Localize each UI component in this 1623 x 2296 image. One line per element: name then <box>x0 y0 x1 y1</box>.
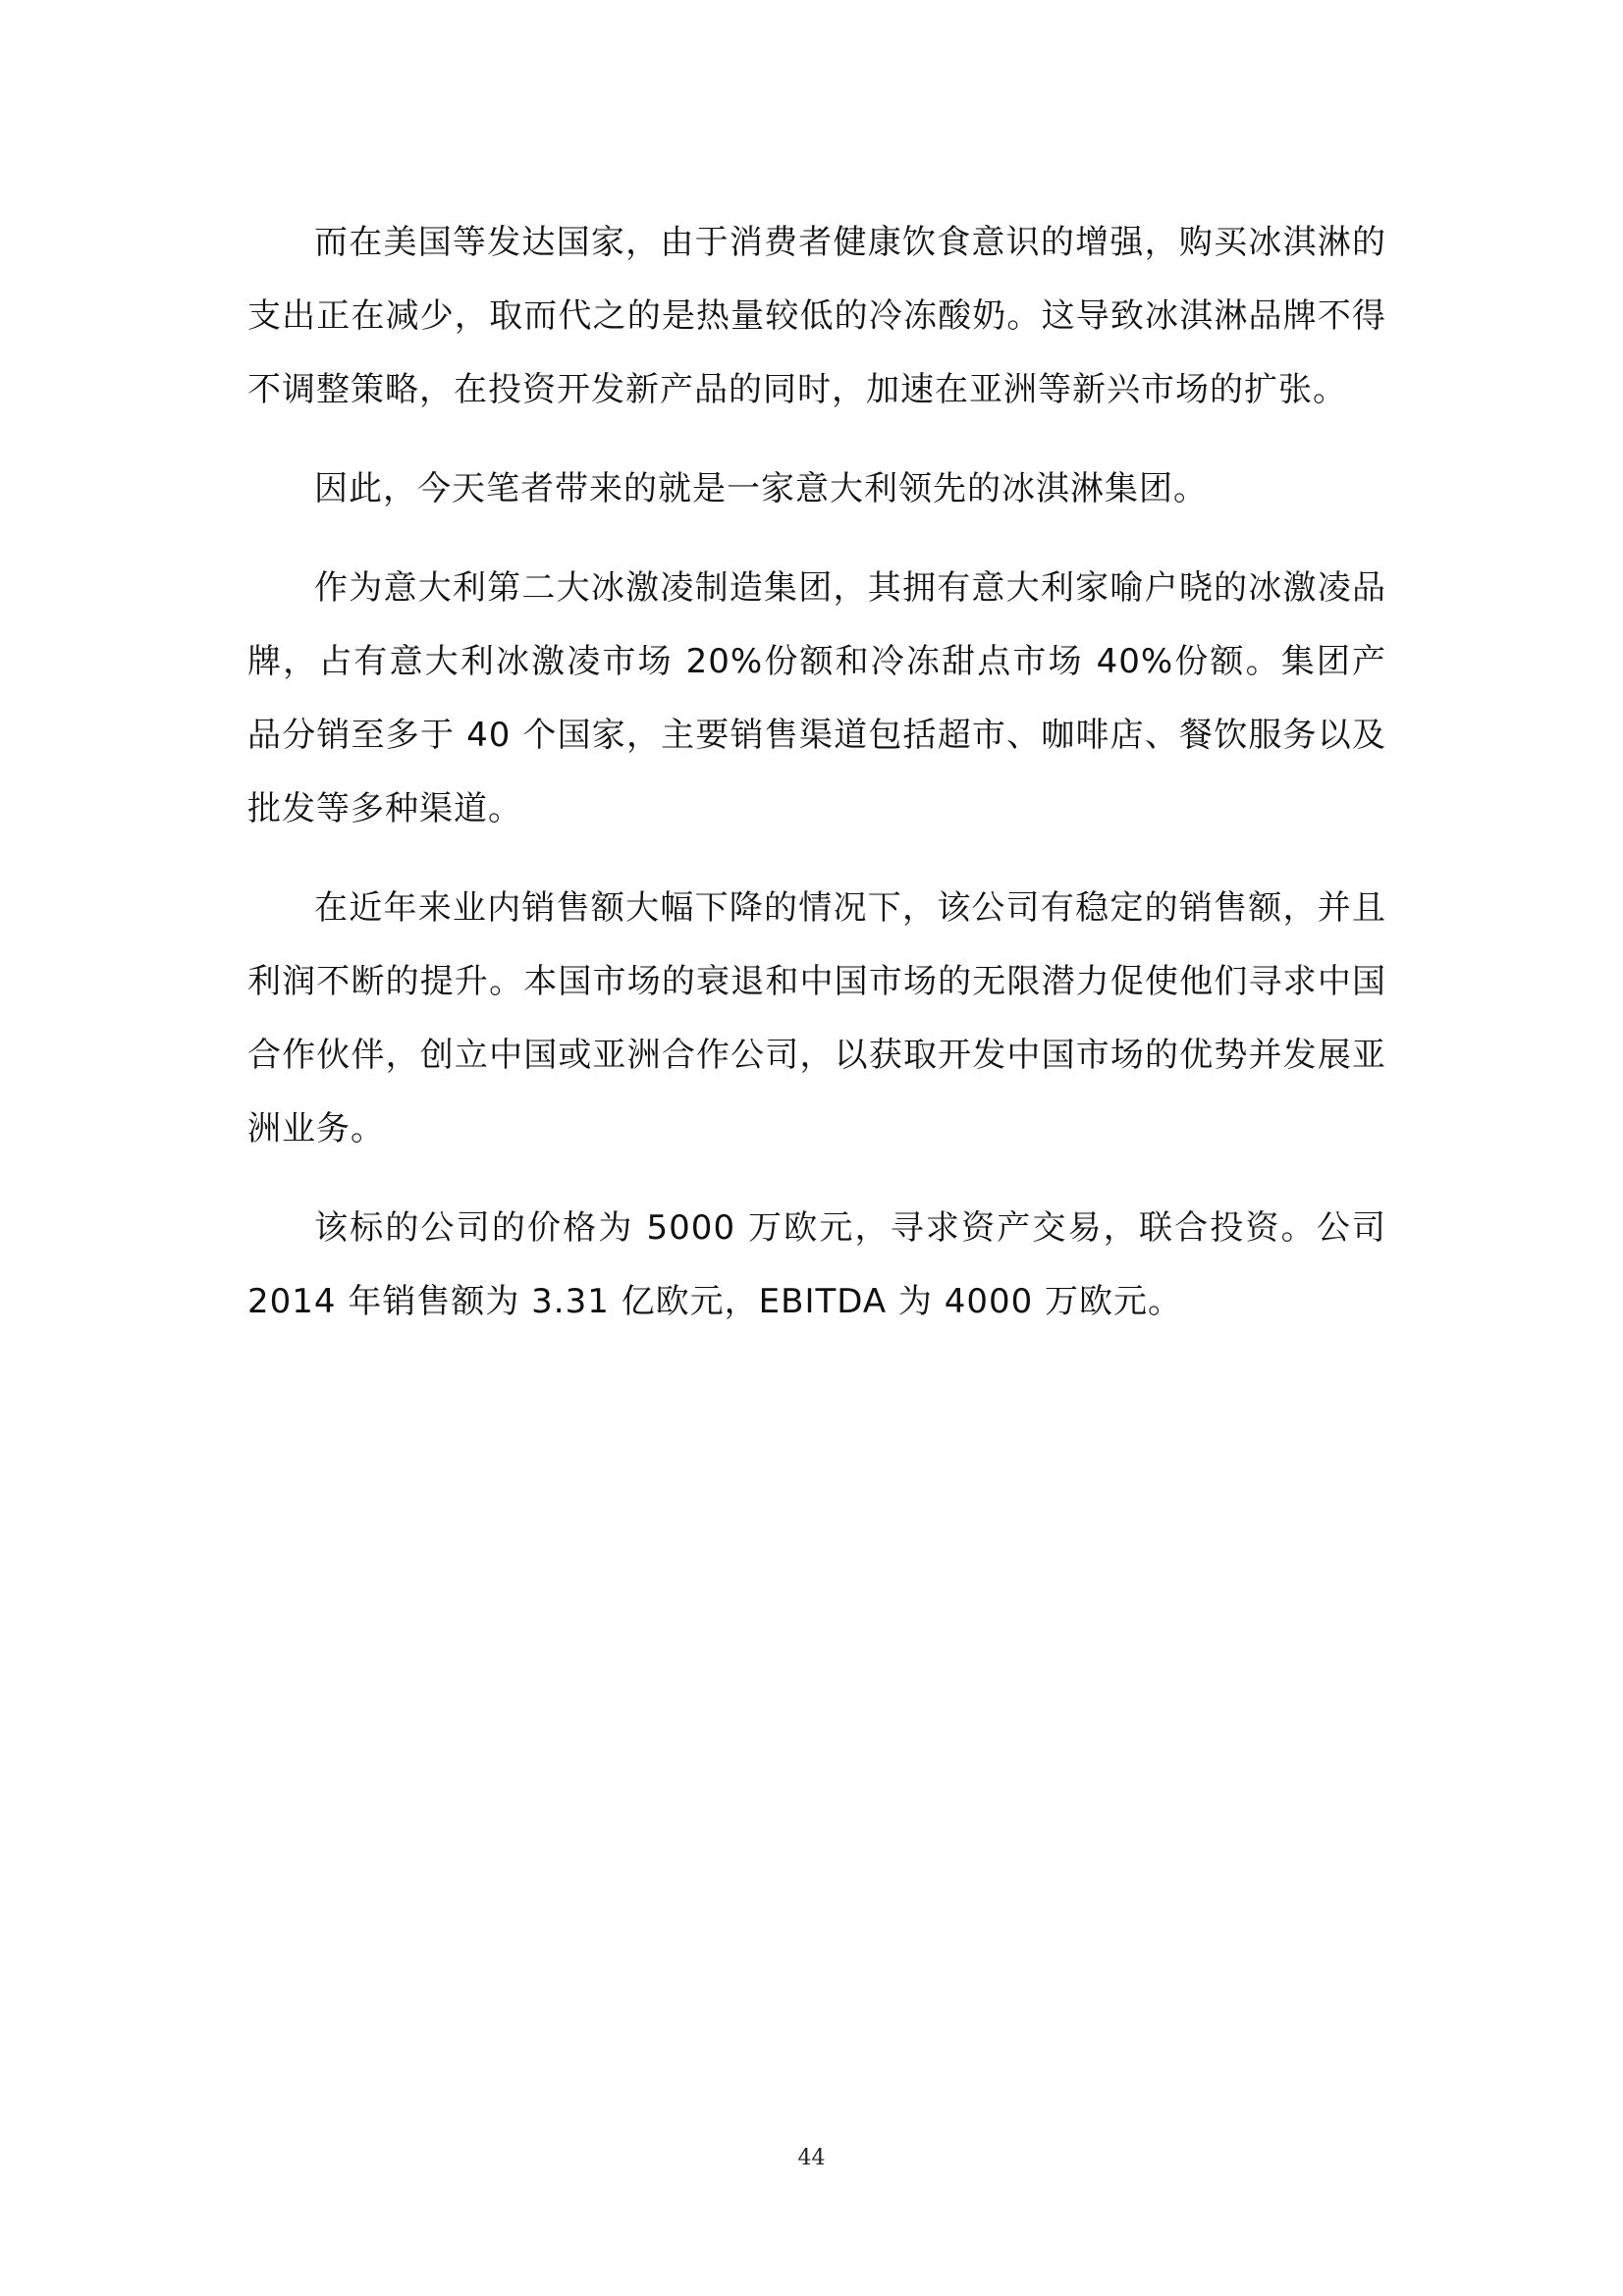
paragraph-4: 在近年来业内销售额大幅下降的情况下，该公司有稳定的销售额，并且利润不断的提升。本国市场的衰退和中国市场的无限潜力促使他们寻求中国合作伙伴，创立中国或亚洲合作公司，以获取开发中国市场的优势并发展亚洲业务。 <box>247 888 1386 1148</box>
paragraph-1: 而在美国等发达国家，由于消费者健康饮食意识的增强，购买冰淇淋的支出正在减少，取而代之的是热量较低的冷冻酸奶。这导致冰淇淋品牌不得不调整策略，在投资开发新产品的同时，加速在亚洲等新兴市场的扩张。 <box>247 223 1386 409</box>
paragraph-2: 因此，今天笔者带来的就是一家意大利领先的冰淇淋集团。 <box>314 469 1208 508</box>
paragraph-3: 作为意大利第二大冰激凌制造集团，其拥有意大利家喻户晓的冰激凌品牌，占有意大利冰激凌市场 20%份额和冷冻甜点市场 40%份额。集团产品分销至多于 40 个国家，主要销售渠道包括超市、咖啡店、餐饮服务以及批发等多种渠道。 <box>247 568 1386 828</box>
body-text <box>247 206 1386 1364</box>
page-number: 44 <box>797 2146 826 2170</box>
paragraph-5: 该标的公司的价格为 5000 万欧元，寻求资产交易，联合投资。公司 2014 年销售额为 3.31 亿欧元，EBITDA 为 4000 万欧元。 <box>247 1208 1386 1321</box>
